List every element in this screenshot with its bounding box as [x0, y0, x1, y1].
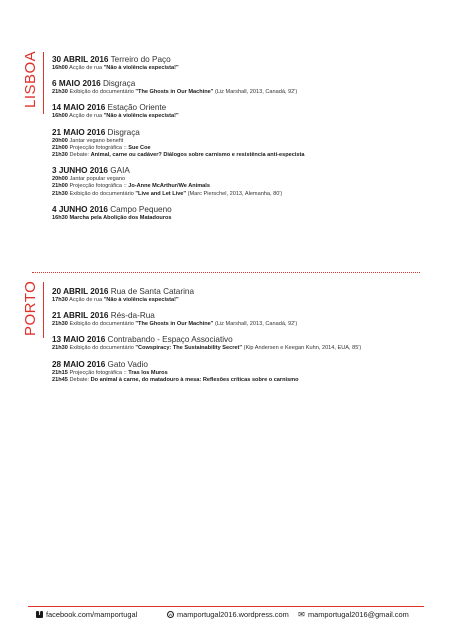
event-date: 21 MAIO 2016: [52, 127, 106, 137]
event-heading: [52, 286, 444, 297]
facebook-icon: f: [36, 611, 43, 618]
event-highlight: "The Ghosts in Our Machine": [135, 321, 214, 328]
section-separator: [32, 272, 420, 273]
email-label: mamportugal2016@gmail.com: [308, 610, 409, 619]
event-highlight: Sue Coe: [128, 144, 151, 151]
event-credits: (Marc Pierschel, 2013, Alemanha, 80'): [187, 190, 283, 197]
event-highlight: "Não à violência especista!": [103, 65, 179, 71]
event-time: 20h00: [52, 137, 68, 144]
event-credits: (Liz Marshall, 2013, Canadá, 92'): [214, 89, 298, 96]
event-time: 16h00: [52, 113, 68, 120]
event-item: [52, 310, 444, 328]
event-heading: [52, 165, 444, 176]
event-description: Jantar popular vegano: [69, 176, 126, 183]
event-detail-line: [52, 89, 444, 96]
event-item: [52, 78, 444, 96]
event-highlight: "Não à violência especista!": [103, 113, 179, 120]
event-time: 16h00: [52, 65, 68, 71]
event-description: Projecção fotográfica ::: [69, 369, 127, 376]
event-date: 4 JUNHO 2016: [52, 204, 108, 214]
event-heading: [52, 204, 444, 215]
mail-icon: ✉: [298, 610, 305, 619]
facebook-label: facebook.com/mamportugal: [46, 610, 138, 619]
event-description: Debate:: [69, 152, 90, 159]
event-heading: [52, 127, 444, 138]
event-detail-line: [52, 113, 444, 120]
event-venue: Rés-da-Rua: [110, 311, 155, 321]
event-item: [52, 359, 444, 384]
event-venue: Campo Pequeno: [110, 204, 172, 214]
event-item: [52, 165, 444, 198]
event-description: Exibição do documentário: [69, 89, 134, 96]
event-detail-line: [52, 370, 444, 377]
event-description: Jantar vegano benefit: [69, 137, 124, 144]
website-label: mamportugal2016.wordpress.com: [177, 610, 289, 619]
event-time: 20h00: [52, 176, 68, 183]
event-date: 30 ABRIL 2016: [52, 55, 109, 64]
event-item: [52, 286, 444, 304]
event-heading: [52, 102, 444, 113]
event-description: Projecção fotográfica ::: [69, 183, 127, 190]
event-item: [52, 54, 444, 72]
event-highlight: "Não à violência especista!": [103, 297, 179, 303]
section-title-lisboa: LISBOA: [22, 50, 39, 108]
event-venue: Estação Oriente: [107, 103, 167, 113]
event-venue: Terreiro do Paço: [110, 55, 171, 64]
event-description: Acção de rua: [69, 297, 103, 303]
event-venue: Gato Vadio: [107, 359, 148, 369]
event-highlight: Jo-Anne McArthur/We Animals: [128, 183, 210, 190]
event-description: Projecção fotográfica ::: [69, 144, 127, 151]
event-time: 16h30: [52, 214, 68, 221]
event-heading: [52, 78, 444, 89]
website-link[interactable]: [167, 610, 289, 619]
event-heading: [52, 54, 444, 65]
event-item: [52, 127, 444, 160]
event-detail-line: [52, 145, 444, 152]
event-highlight: Animal, carne ou cadáver? Diálogos sobre carnismo e resistência anti-especista: [90, 152, 305, 159]
event-detail-line: [52, 377, 444, 384]
event-detail-line: [52, 176, 444, 183]
event-detail-line: [52, 65, 444, 72]
event-heading: [52, 334, 444, 345]
porto-divider: [43, 282, 44, 338]
event-detail-line: [52, 297, 444, 304]
event-time: 21h30: [52, 152, 68, 159]
section-title-porto: PORTO: [22, 280, 39, 336]
event-detail-line: [52, 345, 444, 352]
event-credits: (Liz Marshall, 2013, Canadá, 92'): [214, 321, 298, 328]
event-description: Exibição do documentário: [69, 190, 134, 197]
event-detail-line: [52, 183, 444, 190]
event-highlight: "Live and Let Live": [135, 190, 187, 197]
event-highlight: "The Ghosts in Our Machine": [135, 89, 214, 96]
event-time: 17h30: [52, 297, 68, 303]
wordpress-icon: W: [168, 612, 173, 617]
lisboa-events: [52, 54, 444, 228]
event-item: [52, 334, 444, 352]
event-date: 14 MAIO 2016: [52, 103, 106, 113]
event-time: 21h30: [52, 345, 68, 352]
event-venue: Contrabando - Espaço Associativo: [107, 335, 233, 345]
event-venue: Rua de Santa Catarina: [110, 287, 195, 296]
event-time: 21h15: [52, 369, 68, 376]
event-date: 20 ABRIL 2016: [52, 287, 109, 296]
event-venue: Disgraça: [102, 79, 136, 89]
event-highlight: Tras los Muros: [128, 369, 168, 376]
event-description: Debate:: [69, 376, 90, 383]
facebook-link[interactable]: [36, 610, 137, 619]
event-time: 21h00: [52, 144, 68, 151]
event-time: 21h30: [52, 190, 68, 197]
event-detail-line: [52, 191, 444, 198]
footer-divider: [28, 606, 424, 607]
event-description: Exibição do documentário: [69, 321, 134, 328]
event-venue: Disgraça: [107, 127, 140, 137]
event-date: 28 MAIO 2016: [52, 359, 106, 369]
event-date: 6 MAIO 2016: [52, 79, 101, 89]
email-link[interactable]: [298, 610, 409, 619]
event-time: 21h30: [52, 321, 68, 328]
event-item: [52, 204, 444, 222]
event-highlight: Do animal à carne, do matadouro à mesa: Reflexões críticas sobre o carnismo: [90, 376, 299, 383]
event-detail-line: [52, 321, 444, 328]
event-date: 21 ABRIL 2016: [52, 311, 109, 321]
event-description: Acção de rua: [69, 65, 103, 71]
event-time: 21h00: [52, 183, 68, 190]
event-highlight: Marcha pela Abolição dos Matadouros: [69, 214, 172, 221]
event-highlight: "Cowspiracy: The Sustainability Secret": [135, 345, 243, 352]
event-time: 21h45: [52, 376, 68, 383]
event-item: [52, 102, 444, 120]
event-detail-line: [52, 138, 444, 145]
event-description: Exibição do documentário: [69, 345, 134, 352]
lisboa-divider: [43, 52, 44, 114]
event-heading: [52, 310, 444, 321]
event-heading: [52, 359, 444, 370]
event-date: 13 MAIO 2016: [52, 335, 106, 345]
event-date: 3 JUNHO 2016: [52, 166, 108, 176]
event-venue: GAIA: [110, 166, 130, 176]
event-detail-line: [52, 215, 444, 222]
event-time: 21h30: [52, 89, 68, 96]
event-credits: (Kip Andersen e Keegan Kuhn, 2014, EUA, 85'): [243, 345, 362, 352]
event-detail-line: [52, 152, 444, 159]
porto-events: [52, 286, 444, 390]
event-description: Acção de rua: [69, 113, 103, 120]
